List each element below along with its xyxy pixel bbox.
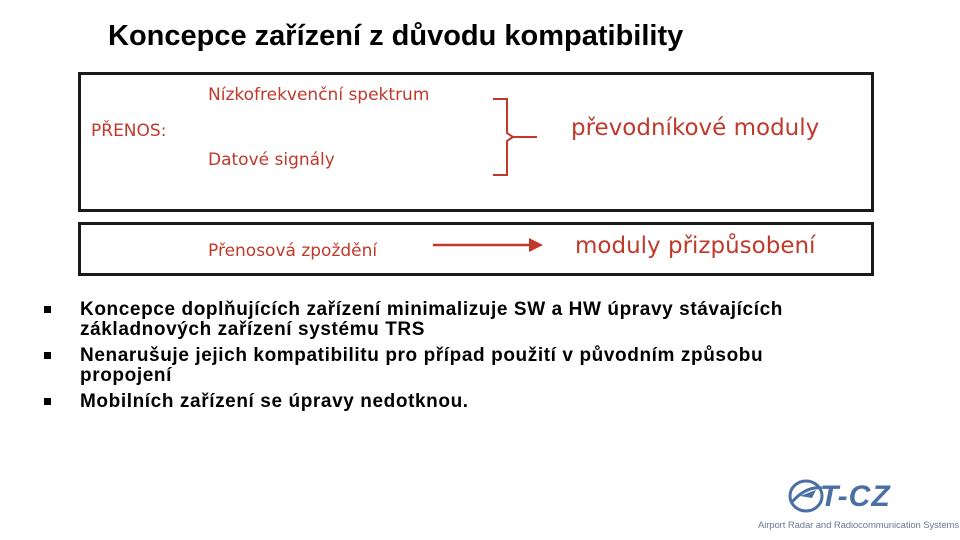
brace-icon bbox=[489, 97, 539, 177]
transfer-box bbox=[78, 72, 874, 212]
logo-wordmark: T-CZ bbox=[820, 480, 891, 513]
list-item bbox=[44, 300, 804, 340]
bullet-text: Mobilních zařízení se úpravy nedotknou. bbox=[80, 391, 469, 412]
data-signals-item: Datové signály bbox=[208, 150, 335, 170]
company-logo bbox=[758, 476, 959, 536]
bullet-square-icon bbox=[44, 352, 51, 359]
bullet-list bbox=[44, 300, 804, 418]
low-frequency-item: Nízkofrekvenční spektrum bbox=[208, 85, 430, 105]
delay-box bbox=[78, 222, 874, 276]
arrow-right-icon bbox=[433, 235, 545, 255]
bullet-text: Nenarušuje jejich kompatibilitu pro případ použití v původním způsobu propojení bbox=[80, 345, 764, 386]
slide-title: Koncepce zařízení z důvodu kompatibility bbox=[108, 20, 684, 52]
transmission-delay-item: Přenosová zpoždění bbox=[208, 241, 378, 261]
bullet-square-icon bbox=[44, 306, 51, 313]
transfer-label: PŘENOS: bbox=[91, 121, 167, 141]
converter-modules-label: převodníkové moduly bbox=[571, 115, 820, 141]
list-item bbox=[44, 392, 804, 412]
bullet-square-icon bbox=[44, 398, 51, 405]
bullet-text: Koncepce doplňujících zařízení minimalizuje SW a HW úpravy stávajících základnových zařízení systému TRS bbox=[80, 299, 783, 340]
list-item bbox=[44, 346, 804, 386]
logo-caption: Airport Radar and Radiocommunication Systems bbox=[758, 520, 959, 531]
adaptation-modules-label: moduly přizpůsobení bbox=[575, 233, 816, 259]
